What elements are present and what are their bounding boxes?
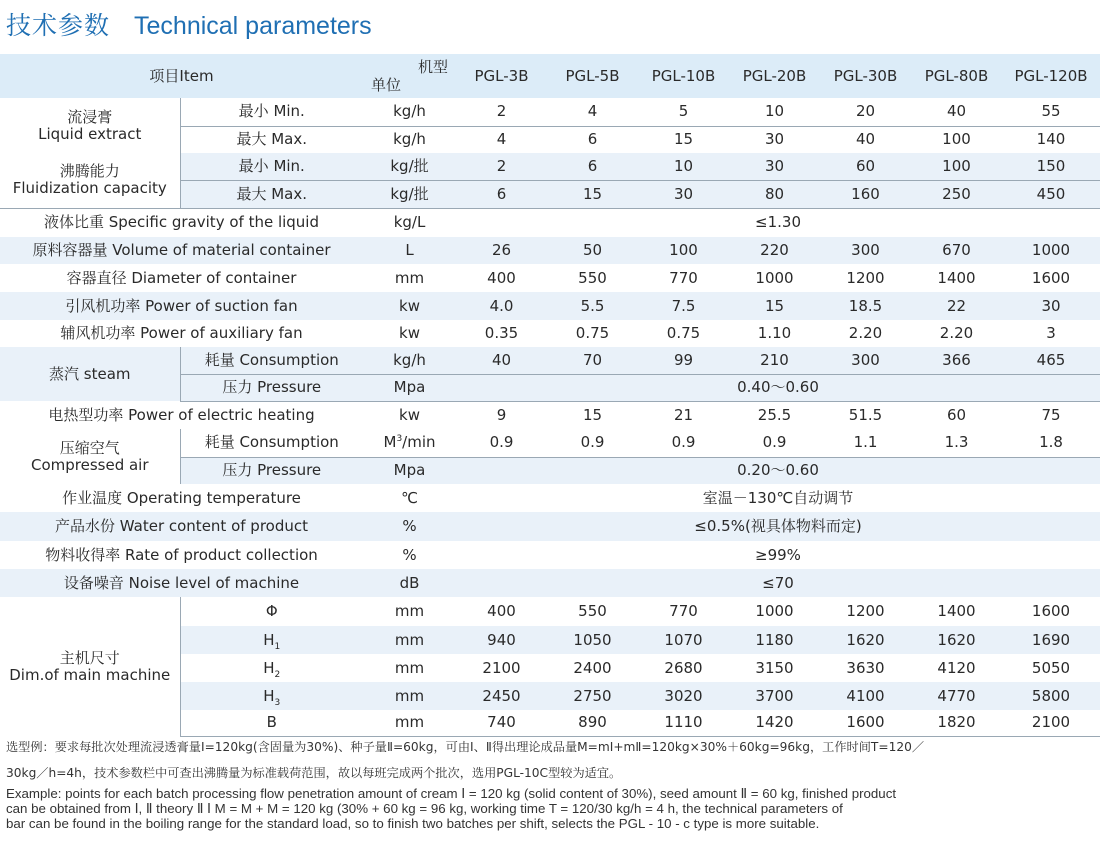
table-cell: 物料收得率 Rate of product collection [0, 541, 363, 569]
cell-text: Compressed air [30, 455, 149, 474]
header-model: PGL-5B [547, 54, 638, 98]
table-cell: 0.75 [547, 320, 638, 347]
table-row [0, 541, 1100, 569]
header-item: 项目Item [0, 54, 363, 98]
table-cell: 6 [456, 180, 547, 208]
table-cell: 0.75 [638, 320, 729, 347]
table-cell: 1200 [820, 264, 911, 292]
table-cell: kg/h [363, 126, 456, 153]
table-cell: 210 [729, 347, 820, 374]
cell-text: H [263, 658, 275, 677]
table-cell: 2100 [1002, 710, 1100, 736]
table-cell: 80 [729, 180, 820, 208]
table-cell: 4 [547, 98, 638, 126]
table-cell: 890 [547, 710, 638, 736]
table-cell: 10 [729, 98, 820, 126]
table-cell: 1.8 [1002, 429, 1100, 457]
table-cell: Mpa [363, 457, 456, 484]
cell-text: Fluidization capacity [12, 179, 167, 198]
table-cell: 1070 [638, 626, 729, 654]
cell-text: 2 [274, 669, 281, 680]
table-cell: % [363, 541, 456, 569]
table-cell: 50 [547, 237, 638, 264]
table-cell: 4100 [820, 682, 911, 710]
header-unit-label: 单位 [371, 76, 402, 94]
note-en-line: Example: points for each batch processing flow penetration amount of cream Ⅰ = 120 kg (solid content of 30%), seed amount Ⅱ = 60 kg, finished product [6, 786, 897, 801]
table-cell: kg/h [363, 98, 456, 126]
note-en-line: bar can be found in the boiling range for the standard load, so to finish two batches per shift, selects the PGL - 10 - c type is more suitable. [6, 816, 820, 831]
table-row [0, 320, 1100, 347]
table-cell: 1690 [1002, 626, 1100, 654]
table-row [0, 401, 1100, 429]
table-cell: 2450 [456, 682, 547, 710]
table-cell: 15 [638, 126, 729, 153]
table-cell: 1820 [911, 710, 1002, 736]
table-cell: 2100 [456, 654, 547, 682]
table-cell: 2400 [547, 654, 638, 682]
table-cell: 15 [729, 292, 820, 320]
table-cell: 容器直径 Diameter of container [0, 264, 363, 292]
table-cell: kg/h [363, 347, 456, 374]
table-cell: kg/L [363, 208, 456, 237]
group-liquid-extract [0, 98, 180, 153]
table-cell: 100 [911, 126, 1002, 153]
table-cell: ≤1.30 [456, 208, 1100, 237]
table-cell: 4 [456, 126, 547, 153]
table-cell: 250 [911, 180, 1002, 208]
spec-table [0, 54, 1100, 737]
table-cell: 原料容器量 Volume of material container [0, 237, 363, 264]
table-cell: 100 [911, 153, 1002, 180]
table-cell: 0.9 [456, 429, 547, 457]
header-model: PGL-120B [1002, 54, 1100, 98]
table-cell: 1400 [911, 264, 1002, 292]
table-cell: 25.5 [729, 401, 820, 429]
table-cell: kw [363, 292, 456, 320]
table-cell: 55 [1002, 98, 1100, 126]
table-cell: 2 [456, 98, 547, 126]
header-model: PGL-80B [911, 54, 1002, 98]
table-cell: 3630 [820, 654, 911, 682]
table-cell: 300 [820, 347, 911, 374]
table-cell: mm [363, 710, 456, 736]
table-cell: 150 [1002, 153, 1100, 180]
table-cell: 0.9 [547, 429, 638, 457]
table-cell: 5800 [1002, 682, 1100, 710]
table-cell: 1200 [820, 597, 911, 626]
table-cell: 0.9 [729, 429, 820, 457]
table-cell: 1180 [729, 626, 820, 654]
table-cell: 26 [456, 237, 547, 264]
cell-text: Dim.of main machine [9, 665, 171, 684]
table-cell: 30 [729, 153, 820, 180]
table-cell: 2680 [638, 654, 729, 682]
table-cell: 40 [820, 126, 911, 153]
table-cell: 18.5 [820, 292, 911, 320]
table-cell: kw [363, 320, 456, 347]
title-en: Technical parameters [134, 12, 372, 40]
table-cell: 3700 [729, 682, 820, 710]
header-model: PGL-30B [820, 54, 911, 98]
table-cell: 99 [638, 347, 729, 374]
table-cell: 设备噪音 Noise level of machine [0, 569, 363, 597]
table-cell: 550 [547, 597, 638, 626]
table-cell: 21 [638, 401, 729, 429]
table-cell: 0.40～0.60 [456, 374, 1100, 401]
table-cell: 740 [456, 710, 547, 736]
table-cell: dB [363, 569, 456, 597]
cell-text: 沸腾能力 [59, 162, 120, 181]
table-cell: 3 [1002, 320, 1100, 347]
table-cell: 1.1 [820, 429, 911, 457]
table-cell: mm [363, 264, 456, 292]
table-cell: 2.20 [911, 320, 1002, 347]
table-cell: 140 [1002, 126, 1100, 153]
table-cell: 3020 [638, 682, 729, 710]
note-en-line: can be obtained from Ⅰ, Ⅱ theory Ⅱ Ⅰ M = M + M = 120 kg (30% + 60 kg = 96 kg, working time T = 120/30 kg/h = 4 h, the technical parameters of [6, 801, 843, 816]
table-row [0, 429, 1100, 457]
table-cell: 0.9 [638, 429, 729, 457]
table-cell: 4120 [911, 654, 1002, 682]
table-cell: 30 [1002, 292, 1100, 320]
header-model: PGL-10B [638, 54, 729, 98]
table-row [0, 292, 1100, 320]
table-cell: 作业温度 Operating temperature [0, 484, 363, 512]
table-row [0, 98, 1100, 126]
table-cell: 770 [638, 264, 729, 292]
table-cell: 0.35 [456, 320, 547, 347]
table-cell: 电热型功率 Power of electric heating [0, 401, 363, 429]
cell-text: 流浸膏 [67, 107, 113, 126]
table-cell: 1.10 [729, 320, 820, 347]
table-row [0, 512, 1100, 541]
table-cell: 7.5 [638, 292, 729, 320]
table-cell: 5050 [1002, 654, 1100, 682]
note-zh-line1: 选型例：要求每批次处理流浸透膏量Ⅰ=120kg(含固量为30%)、种子量Ⅱ=60kg，可由Ⅰ、Ⅱ得出理论成品量M=mⅠ+mⅡ=120kg×30%＋60kg=96kg，工作时间T=120／ [6, 740, 925, 754]
table-cell: Φ [180, 597, 363, 626]
table-cell: 10 [638, 153, 729, 180]
table-cell: 20 [820, 98, 911, 126]
table-cell: 1620 [911, 626, 1002, 654]
header-model: PGL-20B [729, 54, 820, 98]
table-row [0, 208, 1100, 237]
header-unit-cell [363, 54, 456, 98]
table-cell: 30 [729, 126, 820, 153]
table-cell: mm [363, 597, 456, 626]
table-row [0, 597, 1100, 626]
table-cell: 40 [456, 347, 547, 374]
table-cell [180, 626, 363, 654]
table-cell: ℃ [363, 484, 456, 512]
table-cell: 1620 [820, 626, 911, 654]
table-cell: 1110 [638, 710, 729, 736]
table-cell: 15 [547, 401, 638, 429]
cell-text: H [263, 686, 275, 705]
table-cell: 3150 [729, 654, 820, 682]
table-cell: 2750 [547, 682, 638, 710]
table-cell: 压力 Pressure [180, 374, 363, 401]
table-cell: 产品水份 Water content of product [0, 512, 363, 541]
table-cell: 1600 [1002, 264, 1100, 292]
table-cell: 300 [820, 237, 911, 264]
table-row [0, 347, 1100, 374]
table-cell: 2.20 [820, 320, 911, 347]
table-cell: 1600 [820, 710, 911, 736]
table-row [0, 264, 1100, 292]
group-compressed-air [0, 429, 180, 484]
table-cell: 400 [456, 264, 547, 292]
air-unit [363, 429, 456, 457]
cell-text: 1 [274, 641, 281, 652]
table-cell: mm [363, 682, 456, 710]
table-row [0, 153, 1100, 180]
header-row [0, 54, 1100, 98]
table-cell [180, 654, 363, 682]
table-cell: ≤0.5%(视具体物料而定) [456, 512, 1100, 541]
cell-text: 3 [274, 697, 281, 708]
table-cell: 770 [638, 597, 729, 626]
table-cell: 550 [547, 264, 638, 292]
cell-text: 3 [396, 434, 403, 445]
table-cell [180, 682, 363, 710]
page-title [6, 6, 372, 44]
table-row [0, 569, 1100, 597]
table-cell: 液体比重 Specific gravity of the liquid [0, 208, 363, 237]
table-cell: kg/批 [363, 180, 456, 208]
table-cell: 6 [547, 153, 638, 180]
group-dimensions [0, 597, 180, 736]
table-cell: 1050 [547, 626, 638, 654]
table-cell: 1000 [729, 597, 820, 626]
table-cell: 耗量 Consumption [180, 347, 363, 374]
table-cell: 1420 [729, 710, 820, 736]
table-cell: 最大 Max. [180, 126, 363, 153]
cell-text: Liquid extract [38, 124, 142, 143]
cell-text: /min [402, 433, 436, 452]
table-cell: 160 [820, 180, 911, 208]
table-cell: 670 [911, 237, 1002, 264]
cell-text: H [263, 630, 275, 649]
note-en [6, 786, 896, 831]
group-fluidization [0, 153, 180, 208]
table-cell: 5.5 [547, 292, 638, 320]
table-cell: 耗量 Consumption [180, 429, 363, 457]
table-cell: % [363, 512, 456, 541]
table-cell: 465 [1002, 347, 1100, 374]
table-cell: 450 [1002, 180, 1100, 208]
table-cell: 940 [456, 626, 547, 654]
table-cell: 400 [456, 597, 547, 626]
table-cell: 6 [547, 126, 638, 153]
table-cell: 辅风机功率 Power of auxiliary fan [0, 320, 363, 347]
table-cell: 15 [547, 180, 638, 208]
table-cell: 366 [911, 347, 1002, 374]
table-cell: 0.20～0.60 [456, 457, 1100, 484]
cell-text: 压缩空气 [59, 438, 120, 457]
table-cell: 22 [911, 292, 1002, 320]
table-cell: Mpa [363, 374, 456, 401]
table-cell: mm [363, 626, 456, 654]
table-cell: 75 [1002, 401, 1100, 429]
table-cell: kw [363, 401, 456, 429]
table-row [0, 484, 1100, 512]
cell-text: M [383, 433, 397, 452]
table-cell: 室温－130℃自动调节 [456, 484, 1100, 512]
table-row [0, 237, 1100, 264]
table-cell: ≥99% [456, 541, 1100, 569]
table-cell: 4.0 [456, 292, 547, 320]
cell-text: 主机尺寸 [59, 648, 120, 667]
table-cell: 最大 Max. [180, 180, 363, 208]
table-cell: 2 [456, 153, 547, 180]
table-cell: 4770 [911, 682, 1002, 710]
group-steam: 蒸汽 steam [0, 347, 180, 401]
table-cell: B [180, 710, 363, 736]
table-cell: mm [363, 654, 456, 682]
table-cell: 70 [547, 347, 638, 374]
table-cell: 51.5 [820, 401, 911, 429]
table-cell: kg/批 [363, 153, 456, 180]
table-cell: 5 [638, 98, 729, 126]
header-model: PGL-3B [456, 54, 547, 98]
table-cell: 100 [638, 237, 729, 264]
table-cell: 1000 [1002, 237, 1100, 264]
table-cell: 40 [911, 98, 1002, 126]
table-cell: 60 [820, 153, 911, 180]
table-cell: L [363, 237, 456, 264]
table-cell: 最小 Min. [180, 98, 363, 126]
header-model-label: 机型 [417, 58, 448, 76]
table-cell: 1400 [911, 597, 1002, 626]
table-cell: 1000 [729, 264, 820, 292]
table-cell: 1.3 [911, 429, 1002, 457]
table-cell: 220 [729, 237, 820, 264]
table-cell: 1600 [1002, 597, 1100, 626]
table-cell: 最小 Min. [180, 153, 363, 180]
table-cell: 压力 Pressure [180, 457, 363, 484]
title-zh: 技术参数 [6, 11, 111, 40]
table-cell: 30 [638, 180, 729, 208]
table-cell: 9 [456, 401, 547, 429]
table-cell: 引风机功率 Power of suction fan [0, 292, 363, 320]
table-cell: 60 [911, 401, 1002, 429]
note-zh-line2: 30kg／h=4h，技术参数栏中可查出沸腾量为标准载荷范围，故以每班完成两个批次，选用PGL-10C型较为适宜。 [6, 766, 622, 780]
table-cell: ≤70 [456, 569, 1100, 597]
